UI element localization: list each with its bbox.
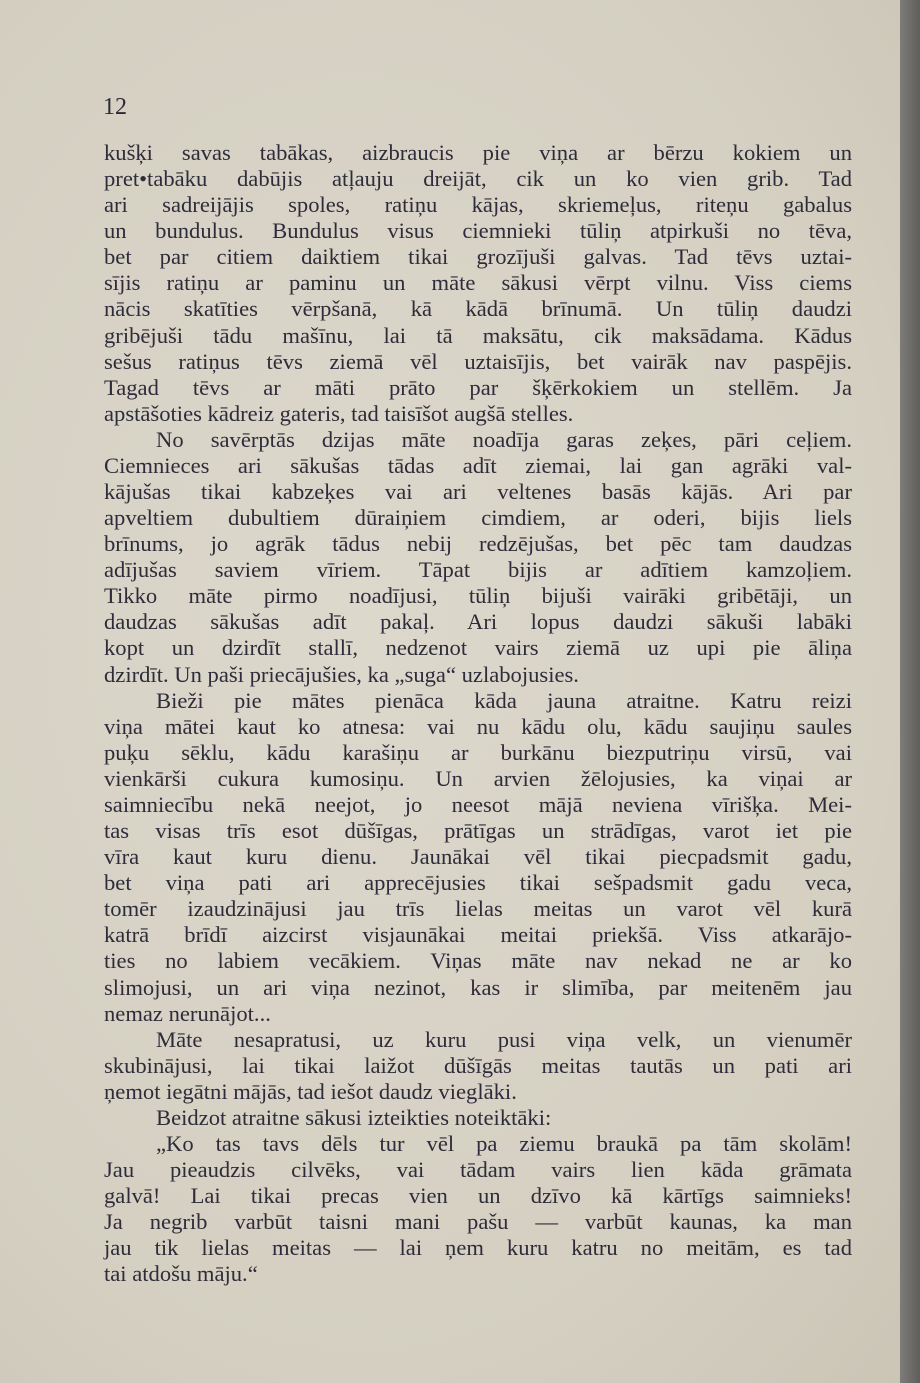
text-line: katrā brīdī aizcirst visjaunākai meitai priekšā. Viss atkarājo- [104, 922, 852, 948]
text-line: Ciemnieces ari sākušas tādas adīt ziemai, lai gan agrāki val- [104, 452, 852, 478]
text-line: Bieži pie mātes pienāca kāda jauna atraitne. Katru reizi [156, 687, 852, 713]
text-line: un bundulus. Bundulus visus ciemnieki tūliņ atpirkuši no tēva, [104, 218, 852, 244]
text-line: Beidzot atraitne sākusi izteikties noteiktāki: [156, 1104, 552, 1130]
text-line: ari sadreijājis spoles, ratiņu kājas, skriemeļus, riteņu gabalus [104, 192, 852, 218]
text-line: slimojusi, un ari viņa nezinot, kas ir slimība, par meitenēm jau [104, 974, 852, 1000]
text-line: „Ko tas tavs dēls tur vēl pa ziemu braukā pa tām skolām! [156, 1130, 852, 1156]
text-line: pret•tabāku dabūjis atļauju dreijāt, cik un ko vien grib. Tad [104, 166, 852, 192]
text-line: Jau pieaudzis cilvēks, vai tādam vairs lien kāda grāmata [104, 1157, 852, 1183]
text-line: sešus ratiņus tēvs ziemā vēl uztaisījis, bet vairāk nav paspējis. [104, 348, 852, 374]
body-text [104, 140, 852, 1287]
text-line: nemaz nerunājot... [104, 1000, 271, 1026]
text-line: No savērptās dzijas māte noadīja garas zeķes, pāri ceļiem. [156, 426, 852, 452]
text-line: nācis skatīties vērpšanā, kā kādā brīnumā. Un tūliņ daudzi [104, 296, 852, 322]
text-line: tomēr izaudzinājusi jau trīs lielas meitas un varot vēl kurā [104, 896, 852, 922]
text-line: kopt un dzirdīt stallī, nedzenot vairs ziemā uz upi pie āliņa [104, 635, 852, 661]
text-line: ties no labiem vecākiem. Viņas māte nav nekad ne ar ko [104, 948, 852, 974]
text-line: ņemot iegātni mājās, tad iešot daudz vieglāki. [104, 1078, 517, 1104]
text-line: apveltiem dubultiem dūraiņiem cimdiem, ar oderi, bijis liels [104, 505, 852, 531]
text-line: Ja negrib varbūt taisni mani pašu — varbūt kaunas, ka man [104, 1209, 852, 1235]
text-line: puķu sēklu, kādu karašiņu ar burkānu biezputriņu virsū, vai [104, 739, 852, 765]
text-line: jau tik lielas meitas — lai ņem kuru katru no meitām, es tad [104, 1235, 852, 1261]
text-line: Māte nesapratusi, uz kuru pusi viņa velk, un vienumēr [156, 1026, 852, 1052]
text-line: kušķi savas tabākas, aizbraucis pie viņa ar bērzu kokiem un [104, 140, 852, 165]
text-line: galvā! Lai tikai precas vien un dzīvo kā kārtīgs saimnieks! [104, 1183, 852, 1209]
text-line: vienkārši cukura kumosiņu. Un arvien žēlojusies, ka viņai ar [104, 765, 852, 791]
text-line: kājušas tikai kabzeķes vai ari veltenes basās kājās. Ari par [104, 479, 852, 505]
text-line: sījis ratiņu ar paminu un māte sākusi vērpt vilnu. Viss ciems [104, 270, 852, 296]
text-line: tas visas trīs esot dūšīgas, prātīgas un strādīgas, varot iet pie [104, 818, 852, 844]
text-line: Tagad tēvs ar māti prāto par šķērkokiem un stellēm. Ja [104, 374, 852, 400]
text-line: dzirdīt. Un paši priecājušies, ka „suga“ uzlabojusies. [104, 661, 579, 687]
text-line: adījušas saviem vīriem. Tāpat bijis ar adītiem kamzoļiem. [104, 557, 852, 583]
text-line: bet viņa pati ari apprecējusies tikai sešpadsmit gadu veca, [104, 870, 852, 896]
page-number: 12 [103, 94, 127, 120]
page-edge [900, 0, 920, 1383]
text-line: Tikko māte pirmo noadījusi, tūliņ bijuši vairāki gribētāji, un [104, 583, 852, 609]
text-line: skubinājusi, lai tikai laižot dūšīgās meitas tautās un pati ari [104, 1052, 852, 1078]
text-line: vīra kaut kuru dienu. Jaunākai vēl tikai piecpadsmit gadu, [104, 844, 852, 870]
text-line: bet par citiem daiktiem tikai grozījuši galvas. Tad tēvs uztai- [104, 244, 852, 270]
text-line: saimniecību nekā neejot, jo neesot mājā neviena vīrišķa. Mei- [104, 791, 852, 817]
text-line: viņa mātei kaut ko atnesa: vai nu kādu olu, kādu saujiņu saules [104, 713, 852, 739]
text-line: apstāšoties kādreiz gateris, tad taisīšot augšā stelles. [104, 400, 574, 426]
text-line: brīnums, jo agrāk tādus nebij redzējušas, bet pēc tam daudzas [104, 531, 852, 557]
text-line: gribējuši tādu mašīnu, lai tā maksātu, cik maksādama. Kādus [104, 322, 852, 348]
text-line: daudzas sākušas adīt pakaļ. Ari lopus daudzi sākuši labāki [104, 609, 852, 635]
text-line: tai atdošu māju.“ [104, 1261, 258, 1287]
